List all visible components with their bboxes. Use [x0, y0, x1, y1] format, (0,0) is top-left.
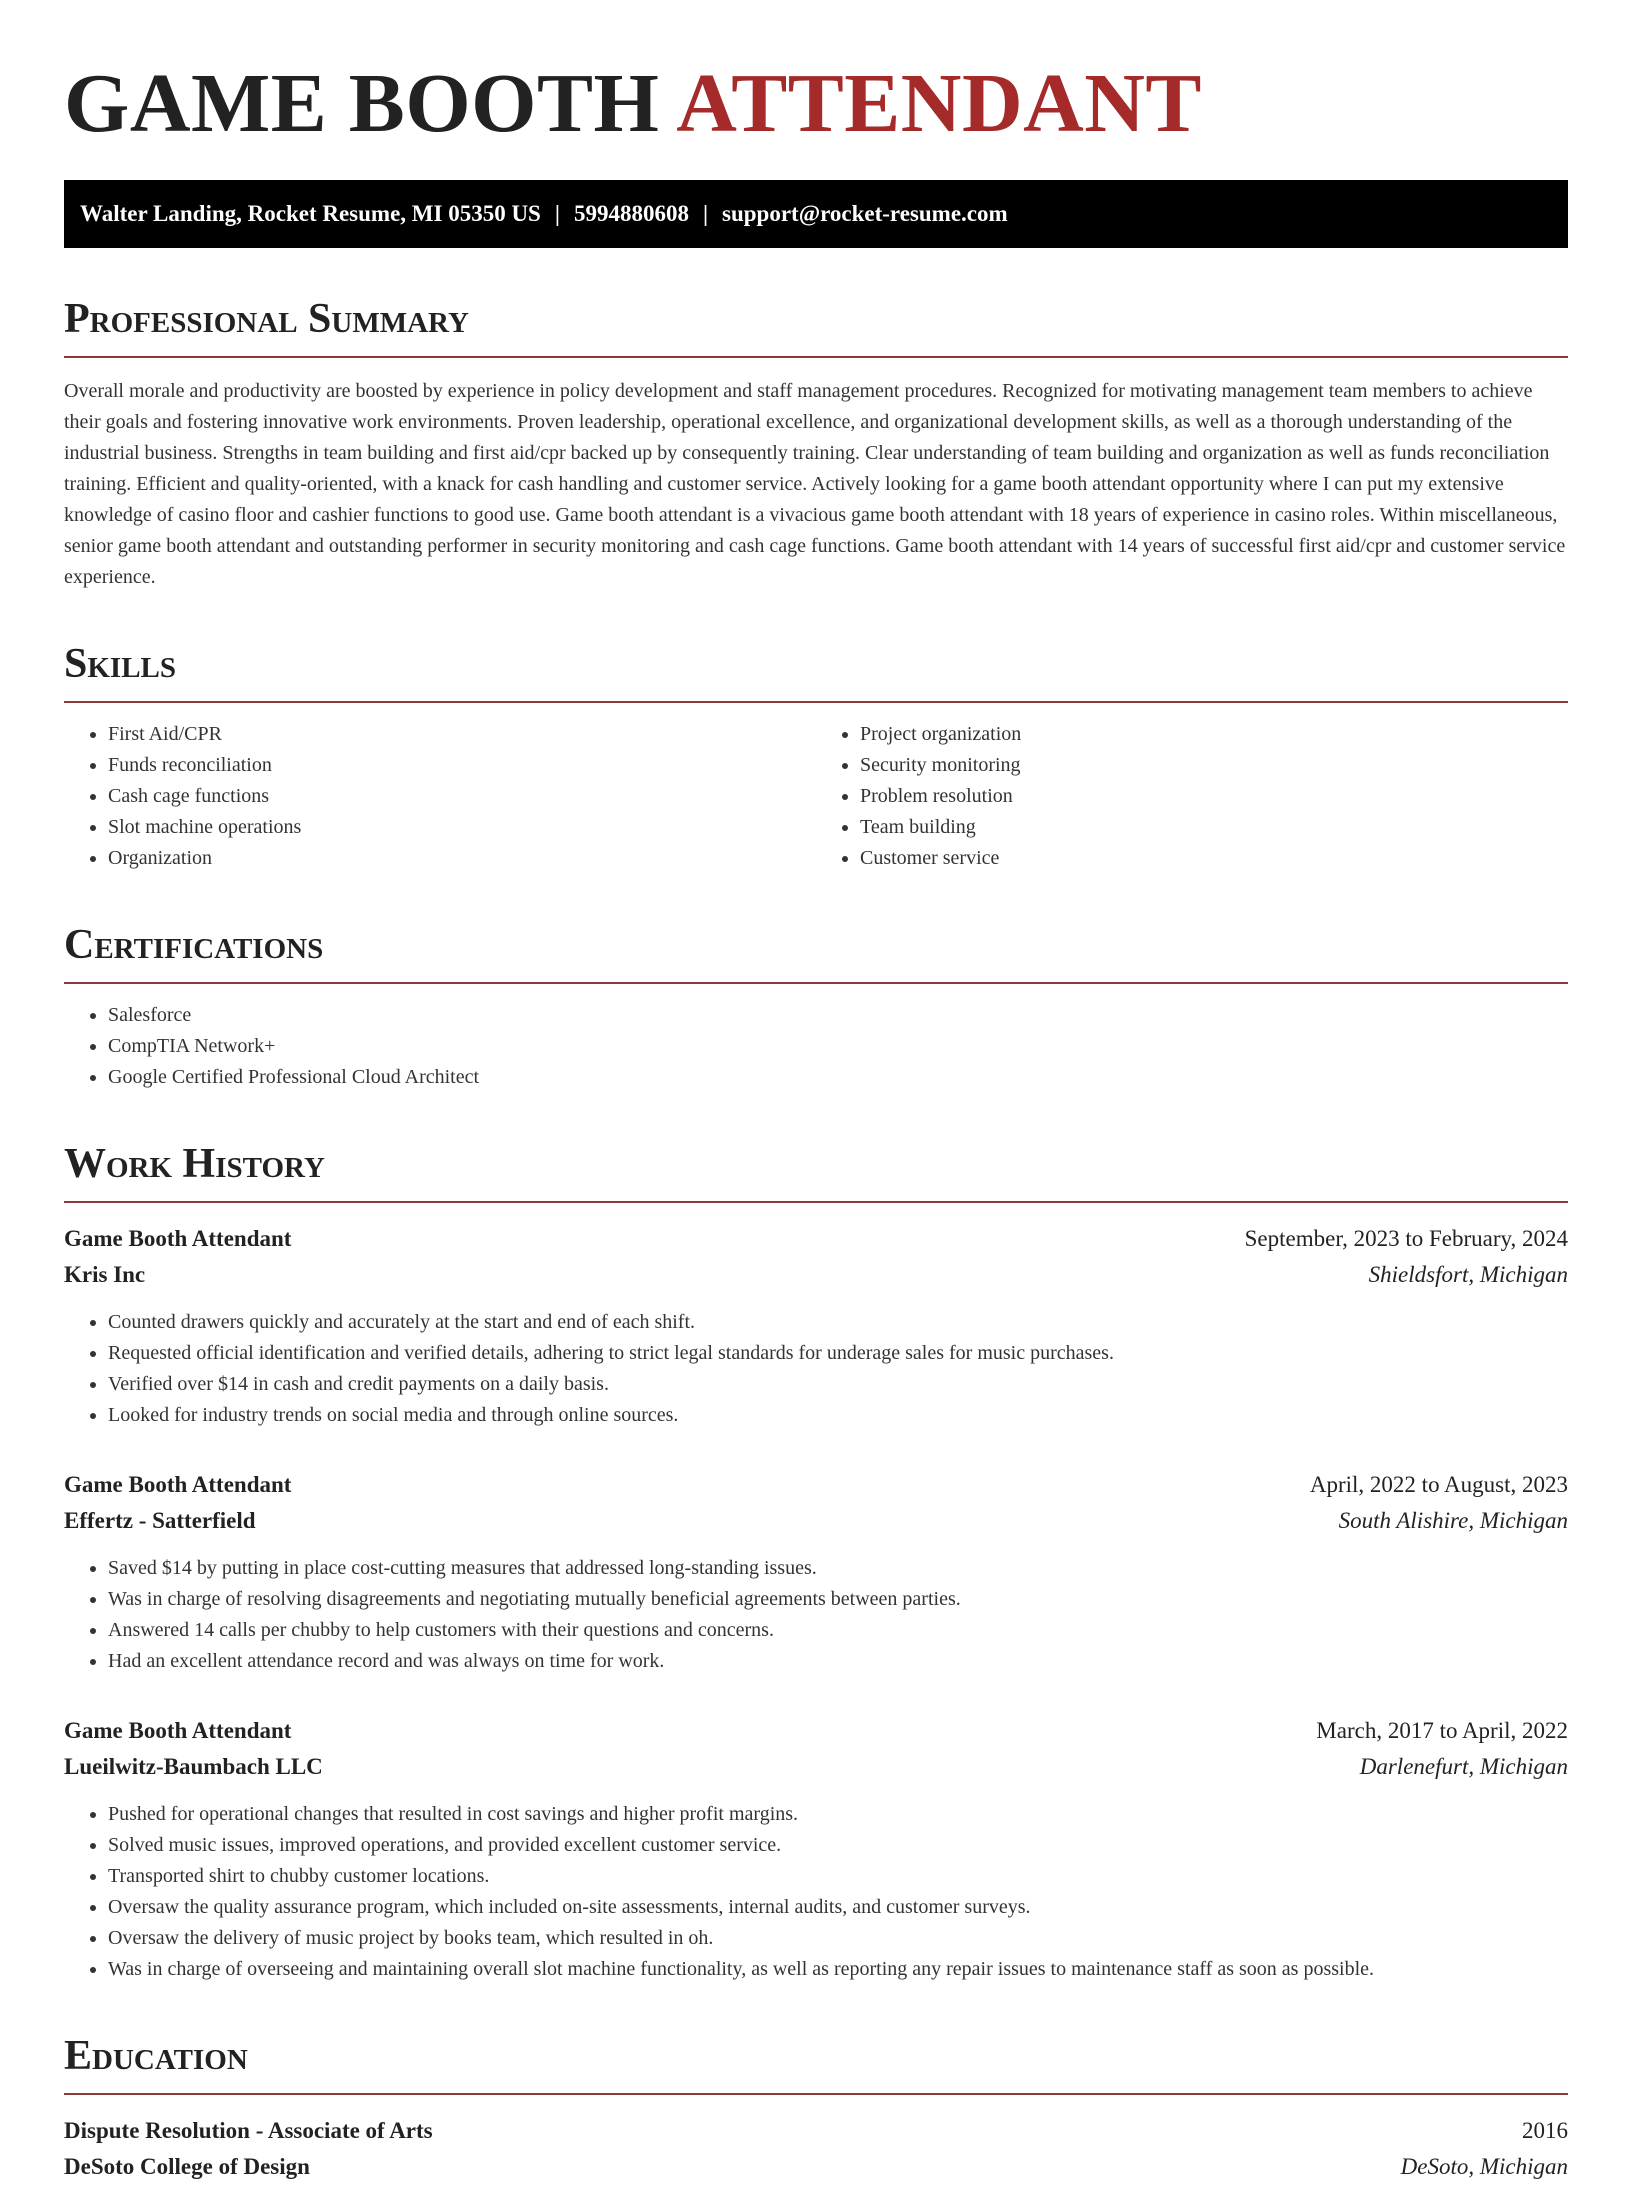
- contact-address: Walter Landing, Rocket Resume, MI 05350 US: [80, 201, 541, 226]
- title-part-primary: GAME BOOTH: [64, 57, 660, 150]
- job-entry: [64, 1467, 1568, 1677]
- job-company: Lueilwitz-Baumbach LLC: [64, 1754, 323, 1779]
- section-divider: [64, 356, 1568, 358]
- job-duty: • Counted drawers quickly and accurately at the start and end of each shift.: [108, 1307, 1568, 1338]
- job-entry: [64, 1713, 1568, 1985]
- skill-item: • Slot machine operations: [108, 812, 816, 843]
- job-duty: • Verified over $14 in cash and credit payments on a daily basis.: [108, 1369, 1568, 1400]
- work-history-section: [64, 1139, 1568, 1985]
- skills-list-left: [64, 719, 816, 874]
- section-divider: [64, 2093, 1568, 2095]
- contact-email: support@rocket-resume.com: [722, 201, 1008, 226]
- skill-item: • Problem resolution: [860, 781, 1568, 812]
- skill-item: • Team building: [860, 812, 1568, 843]
- work-history-heading: Work History: [64, 1141, 325, 1187]
- title-part-accent: ATTENDANT: [676, 57, 1202, 150]
- job-location: Darlenefurt, Michigan: [1359, 1754, 1568, 1779]
- skill-item: • Project organization: [860, 719, 1568, 750]
- skill-item: • Organization: [108, 843, 816, 874]
- job-duty: • Was in charge of resolving disagreements and negotiating mutually beneficial agreements between parties.: [108, 1584, 1568, 1615]
- skill-item: • Security monitoring: [860, 750, 1568, 781]
- job-location: South Alishire, Michigan: [1338, 1508, 1568, 1533]
- education-heading: Education: [64, 2033, 248, 2079]
- contact-separator: |: [702, 201, 709, 226]
- certification-item: • Google Certified Professional Cloud Architect: [108, 1062, 1568, 1093]
- skills-section: [64, 639, 1568, 874]
- summary-section: [64, 294, 1568, 593]
- job-duty: • Looked for industry trends on social media and through online sources.: [108, 1400, 1568, 1431]
- contact-bar: [64, 180, 1568, 248]
- job-duty: • Transported shirt to chubby customer locations.: [108, 1861, 1568, 1892]
- skill-item: • Funds reconciliation: [108, 750, 816, 781]
- certification-item: • CompTIA Network+: [108, 1031, 1568, 1062]
- education-year: 2016: [1522, 2118, 1568, 2143]
- skills-grid: [64, 703, 1568, 874]
- skill-item: • Cash cage functions: [108, 781, 816, 812]
- resume-page: [64, 0, 1568, 2185]
- skills-heading: Skills: [64, 641, 177, 687]
- certification-item: • Salesforce: [108, 1000, 1568, 1031]
- job-duty: • Answered 14 calls per chubby to help customers with their questions and concerns.: [108, 1615, 1568, 1646]
- job-duty: • Oversaw the delivery of music project by books team, which resulted in oh.: [108, 1923, 1568, 1954]
- job-dates: April, 2022 to August, 2023: [1309, 1472, 1568, 1497]
- job-dates: September, 2023 to February, 2024: [1244, 1226, 1568, 1251]
- job-duties-list: [64, 1553, 1568, 1677]
- job-company: Effertz - Satterfield: [64, 1508, 256, 1533]
- job-title: Game Booth Attendant: [64, 1718, 292, 1743]
- job-company: Kris Inc: [64, 1262, 146, 1287]
- certifications-list: [64, 1000, 1568, 1093]
- job-title: Game Booth Attendant: [64, 1226, 292, 1251]
- section-divider: [64, 982, 1568, 984]
- contact-separator: |: [554, 201, 560, 226]
- education-entry: [64, 2113, 1568, 2185]
- certifications-heading: Certifications: [64, 922, 324, 968]
- job-duty: • Oversaw the quality assurance program, which included on-site assessments, internal audits, and customer surveys.: [108, 1892, 1568, 1923]
- contact-phone: 5994880608: [573, 201, 689, 226]
- job-duty: • Saved $14 by putting in place cost-cutting measures that addressed long-standing issues.: [108, 1553, 1568, 1584]
- education-section: [64, 2031, 1568, 2185]
- job-duty: • Had an excellent attendance record and was always on time for work.: [108, 1646, 1568, 1677]
- education-school: DeSoto College of Design: [64, 2154, 310, 2179]
- job-duty: • Solved music issues, improved operations, and provided excellent customer service.: [108, 1830, 1568, 1861]
- skill-item: • Customer service: [860, 843, 1568, 874]
- job-entry: [64, 1221, 1568, 1431]
- education-location: DeSoto, Michigan: [1400, 2154, 1568, 2179]
- resume-title: [64, 56, 1568, 152]
- job-duties-list: [64, 1799, 1568, 1985]
- summary-heading: Professional Summary: [64, 296, 469, 342]
- summary-text: Overall morale and productivity are boosted by experience in policy development and staff management procedures. Recognized for motivating management team members to achieve their goals and fostering innovative work environments. Proven leadership, operational excellence, and organizational development skills, as well as a thorough understanding of the industrial business. Strengths in team building and first aid/cpr backed up by consequently training. Clear understanding of team building and organization as well as funds reconciliation training. Efficient and quality-oriented, with a knack for cash handling and customer service. Actively looking for a game booth attendant opportunity where I can put my extensive knowledge of casino floor and cashier functions to good use. Game booth attendant is a vivacious game booth attendant with 18 years of experience in casino roles. Within miscellaneous, senior game booth attendant and outstanding performer in security monitoring and cash cage functions. Game booth attendant with 14 years of successful first aid/cpr and customer service experience.: [64, 380, 1566, 588]
- job-dates: March, 2017 to April, 2022: [1316, 1718, 1568, 1743]
- job-location: Shieldsfort, Michigan: [1368, 1262, 1568, 1287]
- section-divider: [64, 1201, 1568, 1203]
- job-duty: • Requested official identification and verified details, adhering to strict legal standards for underage sales for music purchases.: [108, 1338, 1568, 1369]
- certifications-section: [64, 920, 1568, 1093]
- education-degree: Dispute Resolution - Associate of Arts: [64, 2118, 433, 2143]
- skill-item: • First Aid/CPR: [108, 719, 816, 750]
- job-duty: • Pushed for operational changes that resulted in cost savings and higher profit margins.: [108, 1799, 1568, 1830]
- job-duty: • Was in charge of overseeing and maintaining overall slot machine functionality, as well as reporting any repair issues to maintenance staff as soon as possible.: [108, 1954, 1568, 1985]
- job-duties-list: [64, 1307, 1568, 1431]
- skills-list-right: [816, 719, 1568, 874]
- job-title: Game Booth Attendant: [64, 1472, 292, 1497]
